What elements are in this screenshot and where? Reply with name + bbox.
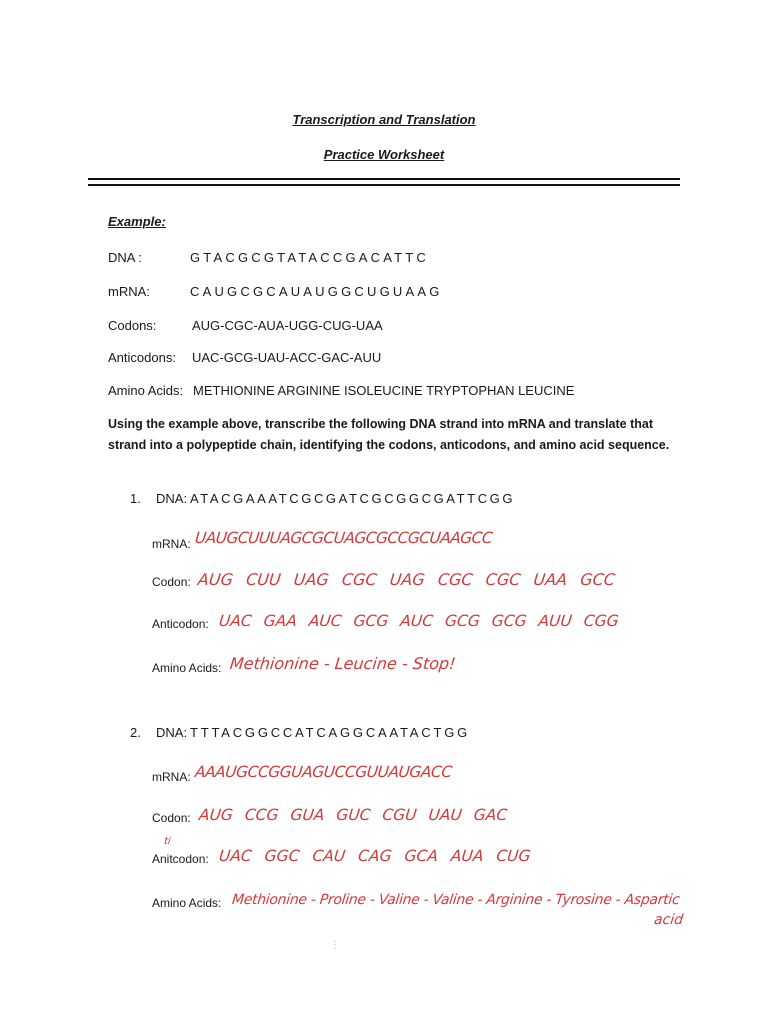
problem-2-mrna-label: mRNA: — [152, 770, 191, 784]
problem-1-mrna-answer: UAUGCUUUAGCGCUAGCGCCGCUAAGCC — [194, 529, 494, 547]
problem-1-amino-label: Amino Acids: — [152, 661, 222, 675]
example-codons-label: Codons: — [108, 318, 157, 333]
example-mrna-label: mRNA: — [108, 284, 150, 299]
problem-1-codon-answer: AUG CUU UAG CGC UAG CGC CGC UAA GCC — [197, 570, 617, 589]
problem-2-number: 2. — [130, 725, 141, 740]
faint-pencil-mark: ⋮ — [330, 940, 340, 951]
problem-2-dna-value: TTTACGGCCATCAGGCAATACTGG — [190, 725, 471, 740]
example-heading: Example: — [108, 214, 166, 229]
example-amino-value: METHIONINE ARGININE ISOLEUCINE TRYPTOPHAN LEUCINE — [193, 383, 575, 398]
problem-2-dna-label: DNA: — [156, 725, 188, 740]
problem-1-number: 1. — [130, 491, 141, 506]
divider-rule-bottom — [88, 184, 680, 186]
example-dna-value: GTACGCGTATACCGACATTC — [190, 250, 430, 265]
problem-1-mrna-label: mRNA: — [152, 537, 191, 551]
example-mrna-value: CAUGCGCAUAUGGCUGUAAG — [190, 284, 443, 299]
problem-1-anticodon-answer: UAC GAA AUC GCG AUC GCG GCG AUU CGG — [218, 612, 620, 630]
instructions-text: Using the example above, transcribe the following DNA strand into mRNA and translate that strand into a polypeptide chain, identifying the codons, anticodons, and amino acid sequence. — [108, 417, 670, 452]
example-anticodons-label: Anticodons: — [108, 350, 176, 365]
problem-1-codon-label: Codon: — [152, 575, 191, 589]
problem-2-codon-label: Codon: — [152, 811, 191, 825]
worksheet-title: Transcription and Translation — [292, 112, 476, 127]
example-anticodons-value: UAC-GCG-UAU-ACC-GAC-AUU — [192, 350, 382, 365]
problem-2-anticodon-answer: UAC GGC CAU CAG GCA AUA CUG — [218, 847, 532, 865]
problem-1-dna-label: DNA: — [156, 491, 188, 506]
problem-1-dna-value: ATACGAAATCGCGATCGCGGCGATTCGG — [190, 491, 516, 506]
problem-2-mrna-answer: AAAUGCCGGUAGUCCGUUAUGACC — [194, 763, 453, 781]
example-codons-value: AUG-CGC-AUA-UGG-CUG-UAA — [192, 318, 383, 333]
problem-2-codon-answer: AUG CCG GUA GUC CGU UAU GAC — [198, 806, 509, 824]
problem-2-amino-answer-line1: Methionine - Proline - Valine - Valine - Arginine - Tyrosine - Aspartic — [231, 892, 681, 908]
example-amino-label: Amino Acids: — [108, 383, 184, 398]
worksheet-subtitle: Practice Worksheet — [323, 147, 445, 162]
problem-1-amino-answer: Methionine - Leucine - Stop! — [229, 654, 457, 673]
problem-2-anticodon-correction: ti — [163, 836, 172, 847]
problem-2-amino-label: Amino Acids: — [152, 896, 222, 910]
problem-1-anticodon-label: Anticodon: — [152, 617, 209, 631]
divider-rule-top — [88, 178, 680, 180]
problem-2-anticodon-label: Anitcodon: — [152, 852, 209, 866]
example-dna-label: DNA : — [108, 250, 142, 265]
problem-2-amino-answer-line2: acid — [653, 912, 684, 928]
